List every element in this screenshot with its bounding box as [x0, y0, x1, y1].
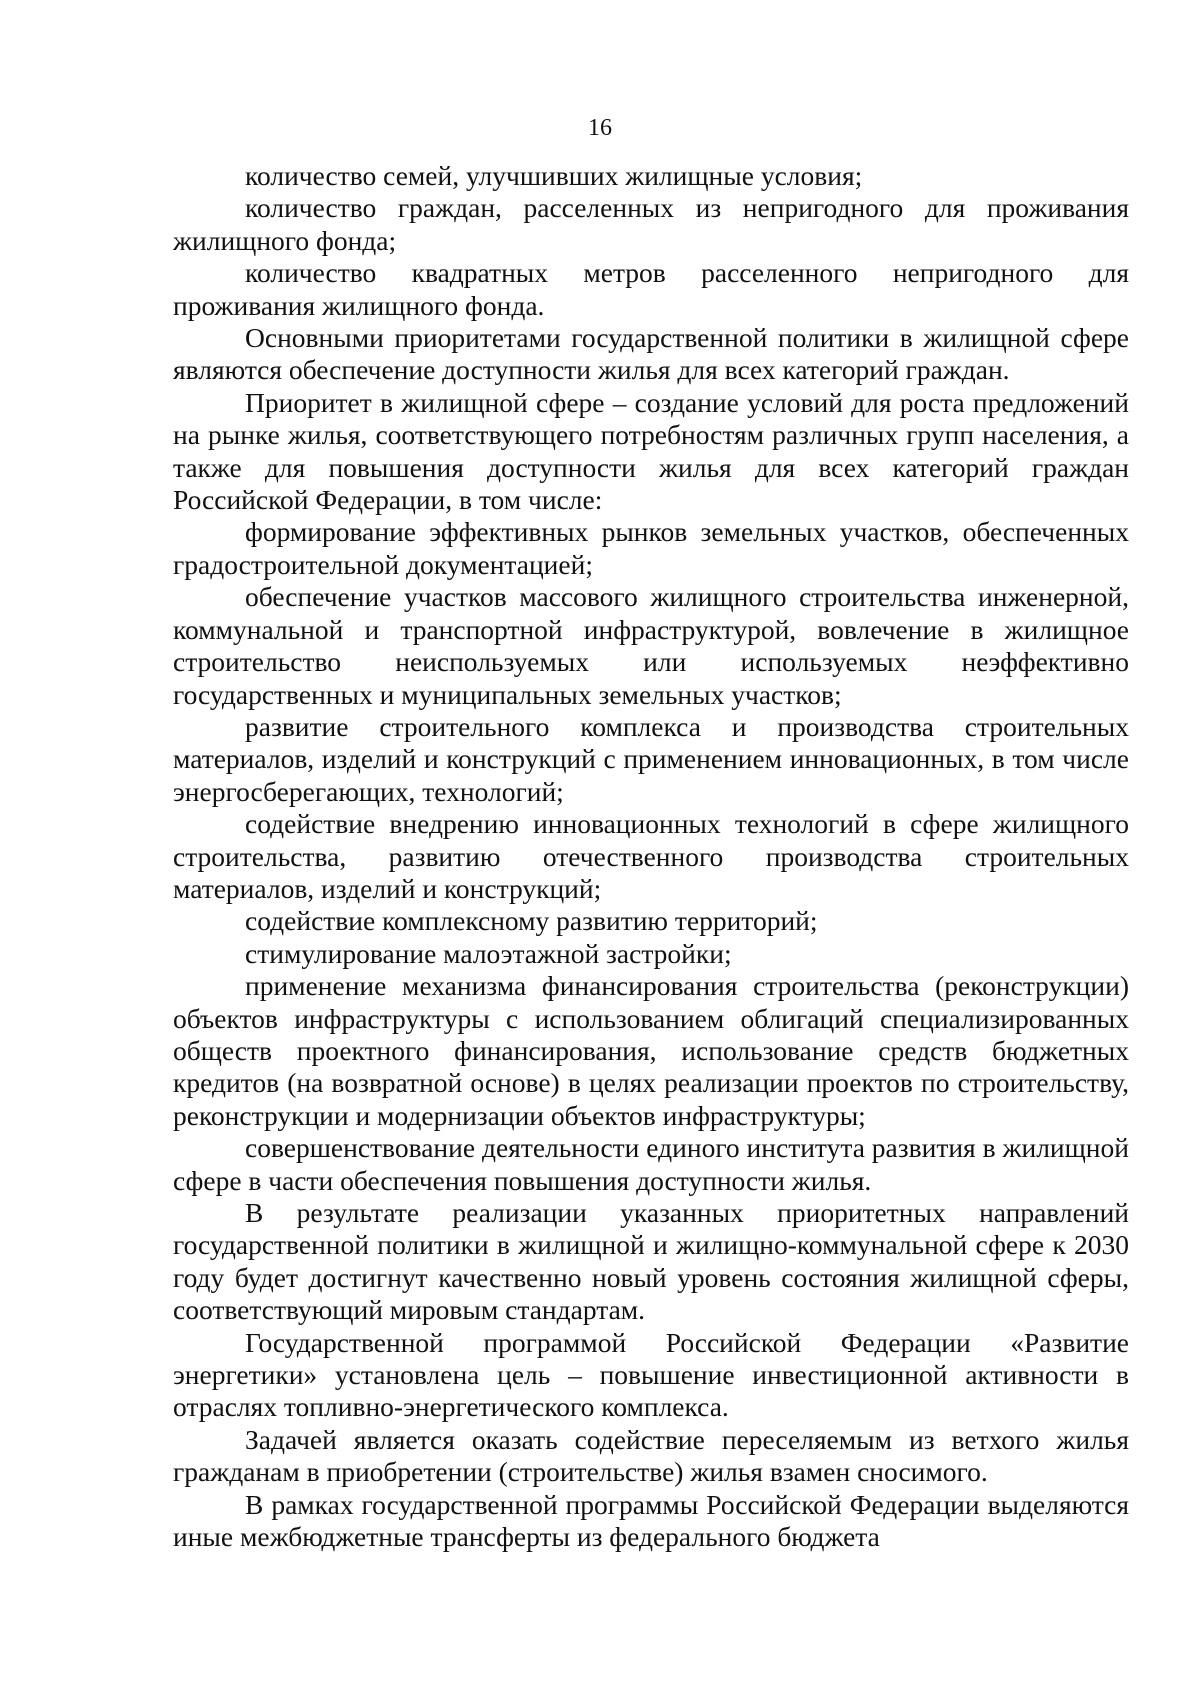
- paragraph: совершенствование деятельности единого института развития в жилищной сфере в части обеспечения повышения доступности жилья.: [173, 1132, 1129, 1196]
- paragraph: количество квадратных метров расселенного непригодного для проживания жилищного фонда.: [173, 257, 1129, 321]
- paragraph: содействие комплексному развитию территорий;: [245, 905, 818, 937]
- page-number: 16: [588, 115, 612, 141]
- paragraph: Основными приоритетами государственной политики в жилищной сфере являются обеспечение доступности жилья для всех категорий граждан.: [173, 322, 1129, 386]
- paragraph: Приоритет в жилищной сфере – создание условий для роста предложений на рынке жилья, соответствующего потребностям различных групп населения, а также для повышения доступности жилья для всех категорий граждан Российской Федерации, в том числе:: [173, 386, 1129, 516]
- paragraph: количество семей, улучшивших жилищные условия;: [245, 160, 863, 191]
- paragraph: Государственной программой Российской Федерации «Развитие энергетики» установлена цель – повышение инвестиционной активности в отраслях топливно-энергетического комплекса.: [173, 1326, 1129, 1423]
- body-text: [173, 160, 1129, 1553]
- paragraph: содействие внедрению инновационных технологий в сфере жилищного строительства, развитию отечественного производства строительных материалов, изделий и конструкций;: [173, 808, 1129, 904]
- paragraph: формирование эффективных рынков земельных участков, обеспеченных градостроительной документацией;: [173, 516, 1129, 580]
- paragraph: В результате реализации указанных приоритетных направлений государственной политики в жилищной и жилищно-коммунальной сфере к 2030 году будет достигнут качественно новый уровень состояния жилищной сферы, соответствующий мировым стандартам.: [173, 1197, 1129, 1326]
- paragraph: стимулирование малоэтажной застройки;: [245, 937, 732, 969]
- paragraph: Задачей является оказать содействие переселяемым из ветхого жилья гражданам в приобретении (строительстве) жилья взамен сносимого.: [173, 1423, 1129, 1488]
- paragraph: количество граждан, расселенных из непригодного для проживания жилищного фонда;: [173, 192, 1129, 256]
- paragraph: применение механизма финансирования строительства (реконструкции) объектов инфраструктуры с использованием облигаций специализированных обществ проектного финансирования, использование средств бюджетных кредитов (на возвратной основе) в целях реализации проектов по строительству, реконструкции и модернизации объектов инфраструктуры;: [173, 970, 1129, 1131]
- paragraph: обеспечение участков массового жилищного строительства инженерной, коммунальной и транспортной инфраструктурой, вовлечение в жилищное строительство неиспользуемых или используемых неэффективно государственных и муниципальных земельных участков;: [173, 581, 1129, 710]
- paragraph: развитие строительного комплекса и производства строительных материалов, изделий и конструкций с применением инновационных, в том числе энергосберегающих, технологий;: [173, 710, 1129, 807]
- paragraph: В рамках государственной программы Российской Федерации выделяются иные межбюджетные трансферты из федерального бюджета: [173, 1488, 1129, 1553]
